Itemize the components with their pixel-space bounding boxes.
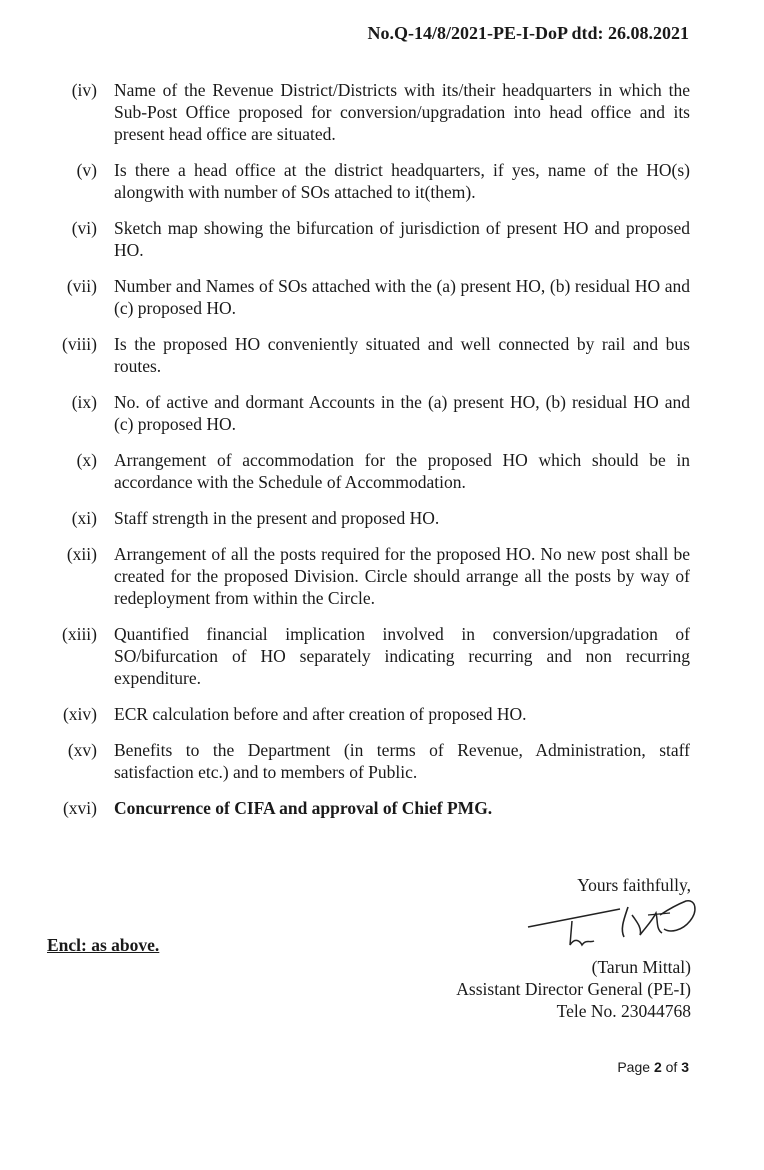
item-number: (x) bbox=[76, 450, 97, 470]
list-item bbox=[0, 797, 764, 819]
item-text: Concurrence of CIFA and approval of Chief PMG. bbox=[114, 798, 493, 818]
item-number: (xiii) bbox=[62, 624, 97, 644]
item-text: Arrangement of accommodation for the proposed HO which should be in accordance with the Schedule of Accommodation. bbox=[114, 450, 690, 492]
item-text: Name of the Revenue District/Districts with its/their headquarters in which the Sub-Post Office proposed for conversion/upgradation into head office and its present head office are situated. bbox=[114, 80, 690, 144]
item-text: Is there a head office at the district headquarters, if yes, name of the HO(s) alongwith with number of SOs attached to it(them). bbox=[114, 160, 690, 202]
item-number: (xv) bbox=[67, 740, 97, 760]
page-number bbox=[617, 1059, 689, 1075]
list-item bbox=[0, 275, 764, 319]
current-page: 2 bbox=[653, 1059, 662, 1075]
list-item bbox=[0, 217, 764, 261]
list-item bbox=[0, 333, 764, 377]
item-number: (xiv) bbox=[62, 704, 97, 724]
page-of-label: of bbox=[665, 1059, 678, 1075]
list-item bbox=[0, 703, 764, 725]
item-text: ECR calculation before and after creation of proposed HO. bbox=[114, 704, 527, 724]
list-item bbox=[0, 159, 764, 203]
item-text: Quantified financial implication involved in conversion/upgradation of SO/bifurcation of HO separately indicating recurring and non recurring expenditure. bbox=[114, 624, 690, 688]
list-item bbox=[0, 507, 764, 529]
reference-number: No.Q-14/8/2021-PE-I-DoP dtd: 26.08.2021 bbox=[367, 23, 689, 43]
list-item bbox=[0, 543, 764, 609]
item-text: Staff strength in the present and proposed HO. bbox=[114, 508, 440, 528]
closing-salutation: Yours faithfully, bbox=[577, 875, 691, 895]
item-number: (xi) bbox=[71, 508, 97, 528]
list-item bbox=[0, 739, 764, 783]
item-number: (xii) bbox=[66, 544, 97, 564]
item-text: No. of active and dormant Accounts in the (a) present HO, (b) residual HO and (c) proposed HO. bbox=[114, 392, 690, 434]
item-text: Number and Names of SOs attached with the (a) present HO, (b) residual HO and (c) proposed HO. bbox=[114, 276, 690, 318]
list-item bbox=[0, 79, 764, 145]
item-number: (vi) bbox=[71, 218, 97, 238]
item-text: Arrangement of all the posts required for the proposed HO. No new post shall be created for the proposed Division. Circle should arrange all the posts by way of redeployment from within the Circle. bbox=[114, 544, 690, 608]
page-label: Page bbox=[617, 1059, 651, 1075]
total-pages: 3 bbox=[681, 1059, 689, 1075]
item-number: (iv) bbox=[71, 80, 97, 100]
list-item bbox=[0, 623, 764, 689]
item-text: Benefits to the Department (in terms of Revenue, Administration, staff satisfaction etc.) and to members of Public. bbox=[114, 740, 690, 782]
list-item bbox=[0, 391, 764, 435]
signatory-designation: Assistant Director General (PE-I) bbox=[456, 979, 691, 999]
item-number: (vii) bbox=[66, 276, 97, 296]
item-text: Sketch map showing the bifurcation of jurisdiction of present HO and proposed HO. bbox=[114, 218, 690, 260]
item-number: (viii) bbox=[62, 334, 97, 354]
item-text: Is the proposed HO conveniently situated and well connected by rail and bus routes. bbox=[114, 334, 690, 376]
list-item bbox=[0, 449, 764, 493]
item-list bbox=[0, 79, 764, 819]
item-number: (v) bbox=[76, 160, 97, 180]
signatory-name: (Tarun Mittal) bbox=[591, 957, 691, 977]
signatory-phone: Tele No. 23044768 bbox=[556, 1001, 691, 1021]
enclosure-note: Encl: as above. bbox=[47, 935, 160, 955]
item-number: (xvi) bbox=[62, 798, 97, 818]
item-number: (ix) bbox=[71, 392, 97, 412]
